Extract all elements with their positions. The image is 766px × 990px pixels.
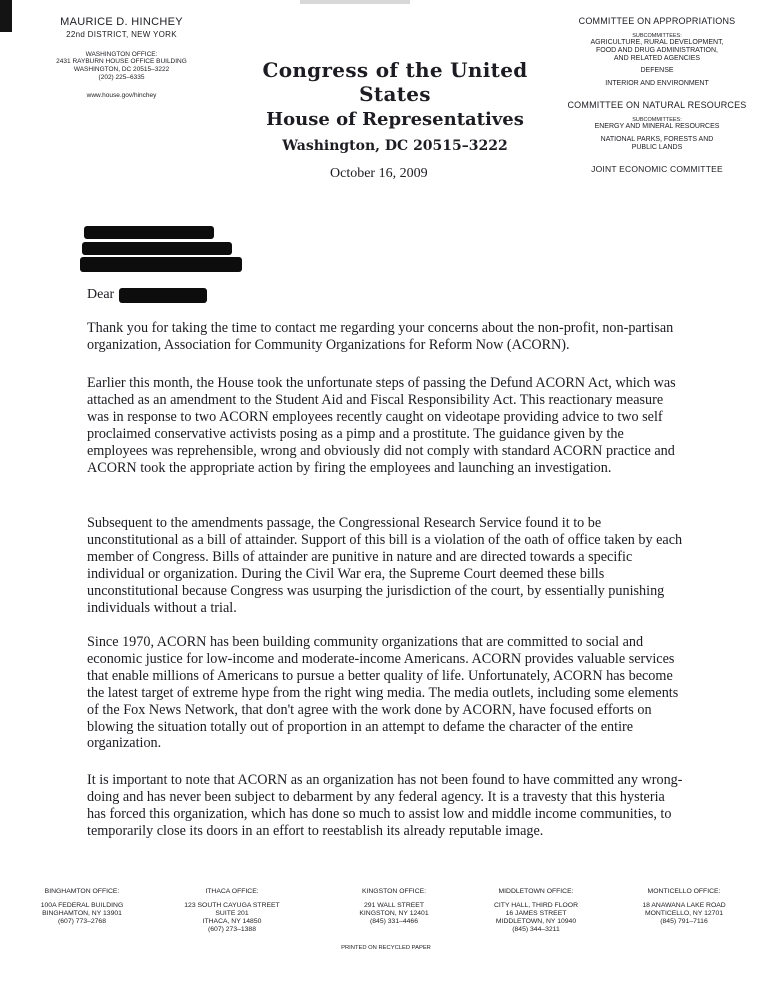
redacted-address-line-3 [80,257,242,272]
office-line: 291 WALL STREET [364,902,424,909]
letterhead-house: House of Representatives [266,109,524,130]
salutation [87,287,114,303]
office-line: (845) 791–7116 [660,918,708,925]
office-line: BINGHAMTON, NY 13901 [42,910,122,917]
letterhead-address: Washington, DC 20515–3222 [282,138,508,154]
redacted-address-line-1 [84,226,214,239]
member-website: www.house.gov/hinchey [86,92,157,99]
letterhead-congress: Congress of the United States [262,58,528,106]
office-title: MONTICELLO OFFICE: [647,888,721,895]
committees-block [562,16,752,174]
office-line: CITY HALL, THIRD FLOOR [494,902,578,909]
redacted-address-line-2 [82,242,232,255]
subcommittees-label: SUBCOMMITTEES: [632,33,682,39]
committee-joint-economic: JOINT ECONOMIC COMMITTEE [591,164,723,174]
office-line: MIDDLETOWN, NY 10940 [495,918,577,925]
recycled-paper-note: PRINTED ON RECYCLED PAPER [341,945,431,951]
office-line: (845) 331–4466 [370,918,418,925]
scan-top-artifact [300,0,410,4]
washington-phone: (202) 225–6335 [98,74,145,81]
office-line: (845) 344–3211 [512,926,560,933]
office-line: 100A FEDERAL BUILDING [40,902,124,909]
office-title: ITHACA OFFICE: [205,888,259,895]
scan-edge-artifact [0,0,12,32]
washington-address-line-2: WASHINGTON, DC 20515–3222 [73,66,170,73]
body-paragraph-1: Thank you for taking the time to contact me regarding your concerns about the non-profit, non-partisan organization, Association for Community Organizations for Reform Now (ACORN). [87,320,674,353]
subcommittee-item: INTERIOR AND ENVIRONMENT [605,80,709,87]
salutation-text: Dear [87,287,115,302]
office-line: ITHACA, NY 14850 [202,918,262,925]
washington-address-line-1: 2431 RAYBURN HOUSE OFFICE BUILDING [56,58,187,65]
office-line: 18 ANAWANA LAKE ROAD [642,902,726,909]
subcommittee-item: ENERGY AND MINERAL RESOURCES [594,123,720,130]
office-line: (607) 773–2768 [58,918,106,925]
subcommittee-item: FOOD AND DRUG ADMINISTRATION, [596,47,718,54]
office-line: KINGSTON, NY 12401 [359,910,429,917]
office-ithaca [172,888,292,934]
body-paragraph-3: Subsequent to the amendments passage, the Congressional Research Service found it to be unconstitutional as a bill of attainder. Support of this bill is a violation of the oath of office taken by each member of Congress. Bills of attainder are punitive in nature and are directed towards a specific individual or organization. During the Civil War era, the Supreme Court deemed these bills unconstitutional because Congress was usurping the jurisdiction of the court, by essentially punishing individuals without a trial. [87,515,683,616]
letterhead [230,58,560,154]
subcommittee-item: NATIONAL PARKS, FORESTS AND [600,136,714,143]
office-line: 123 SOUTH CAYUGA STREET [184,902,280,909]
office-monticello [624,888,744,926]
office-middletown [476,888,596,934]
office-line: 16 JAMES STREET [505,910,567,917]
subcommittee-item: PUBLIC LANDS [631,144,683,151]
subcommittee-item: AND RELATED AGENCIES [613,55,701,62]
body-paragraph-2: Earlier this month, the House took the unfortunate steps of passing the Defund ACORN Act, which was attached as an amendment to the Student Aid and Fiscal Responsibility Act. This reactionary measure was in response to two ACORN employees recently caught on videotape providing advice to two self proclaimed conservative activists posing as a pimp and a prostitute. The guidance given by the employees was reprehensible, wrong and obviously did not comply with standard ACORN practice and ACORN took the appropriate action by firing the employees and launching an investigation. [87,375,676,476]
committee-appropriations: COMMITTEE ON APPROPRIATIONS [578,16,736,26]
committee-natural-resources: COMMITTEE ON NATURAL RESOURCES [567,100,747,110]
office-kingston [334,888,454,926]
office-title: KINGSTON OFFICE: [361,888,427,895]
body-paragraph-5: It is important to note that ACORN as an organization has not been found to have committed any wrong-doing and has never been subject to debarment by any federal agency. It is a travesty that this hysteria has forced this organization, which has done so much to assist low and middle income communities, to temporarily close its doors in an effort to reestablish its already reputable image. [87,772,683,839]
office-title: BINGHAMTON OFFICE: [44,888,120,895]
office-binghamton [22,888,142,926]
washington-office-title: WASHINGTON OFFICE: [85,51,158,58]
member-name: MAURICE D. HINCHEY [60,16,183,28]
member-district: 22nd DISTRICT, NEW YORK [66,30,177,39]
subcommittee-item: DEFENSE [640,67,674,74]
member-info-block [24,16,219,99]
office-line: (607) 273–1388 [208,926,256,933]
subcommittee-item: AGRICULTURE, RURAL DEVELOPMENT, [590,39,724,46]
redacted-recipient-name [119,288,207,303]
subcommittees-label: SUBCOMMITTEES: [632,117,682,123]
letter-date: October 16, 2009 [330,166,428,181]
office-line: MONTICELLO, NY 12701 [644,910,724,917]
office-title: MIDDLETOWN OFFICE: [498,888,574,895]
body-paragraph-4: Since 1970, ACORN has been building community organizations that are committed to social and economic justice for low-income and moderate-income Americans. ACORN provides valuable services that enable millions of Americans to pursue a better quality of life. Unfortunately, ACORN has become the latest target of extreme hype from the right wing media. The media outlets, including some elements of the Fox News Network, that don't agree with the work done by ACORN, have focused efforts on blowing the situation totally out of proportion in an attempt to defame the character of the entire organization. [87,634,679,752]
office-line: SUITE 201 [215,910,249,917]
